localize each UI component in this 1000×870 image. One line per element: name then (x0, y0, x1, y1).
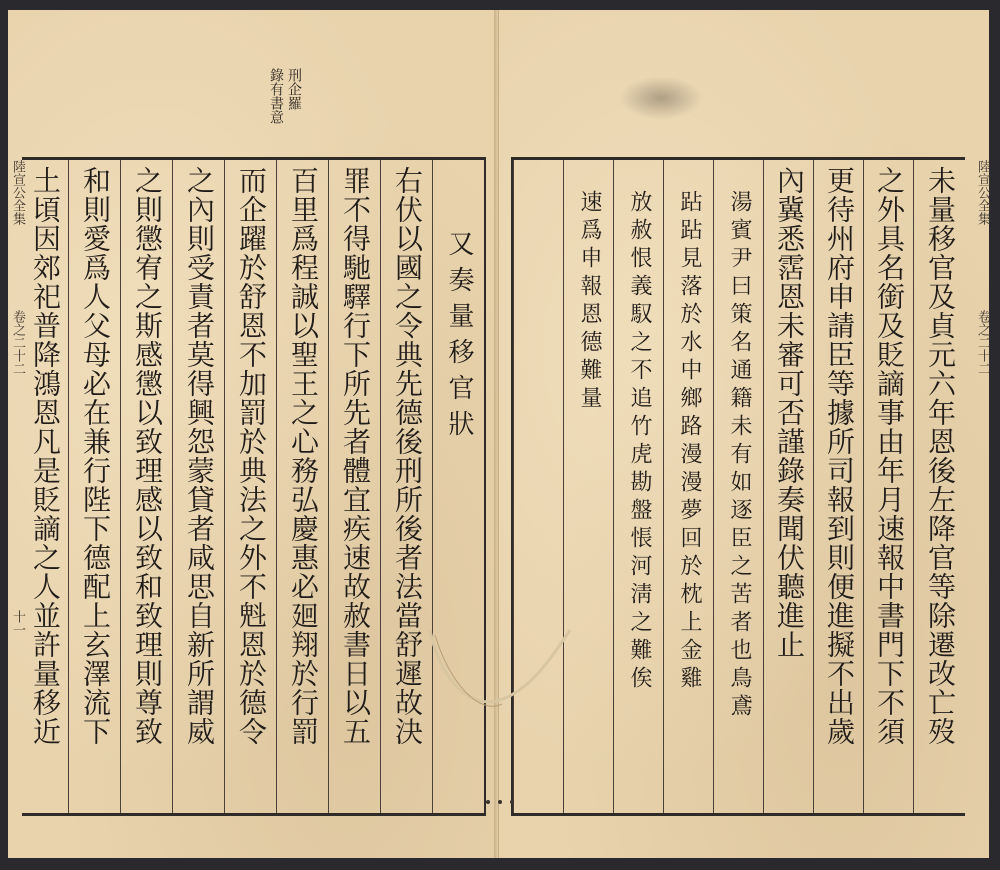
right-page (498, 10, 989, 858)
text-column (863, 160, 914, 813)
margin-note-line-2: 錄有書意 (268, 68, 284, 124)
edge-mark: 十一 (10, 610, 25, 636)
binding-thread-icon (420, 600, 580, 730)
text-line: 內冀悉霑恩未審可否謹錄奏聞伏聽進止 (773, 166, 806, 659)
ink-stain (619, 76, 703, 120)
commentary-line: 跕跕見落於水中鄉路漫漫夢回於枕上金雞 (677, 190, 702, 694)
edge-mark: 卷之二十二 (975, 310, 990, 375)
text-line: 未量移官及貞元六年恩後左降官等除遷改亡歿 (924, 166, 957, 746)
margin-note-line-1: 刑企羅 (286, 68, 302, 110)
edge-mark: 卷之二十二 (10, 310, 25, 375)
text-line: 罪不得馳驛行下所先者體宜疾速故赦書日以五 (339, 166, 372, 746)
text-column (68, 160, 121, 813)
binding-hole (498, 800, 502, 804)
binding-hole (486, 800, 490, 804)
left-page (8, 10, 497, 858)
text-column (913, 160, 966, 813)
text-line: 右伏以國之令典先德後刑所後者法當舒遲故決 (391, 166, 424, 746)
text-column (276, 160, 329, 813)
commentary-line: 放赦恨義馭之不追竹虎勘盤悵河淸之難俟 (627, 190, 652, 694)
commentary-column (713, 160, 764, 813)
text-column (22, 160, 68, 813)
margin-note (286, 68, 302, 110)
text-column (224, 160, 277, 813)
text-line: 和則愛爲人父母必在兼行陛下德配上玄澤流下 (79, 166, 112, 746)
text-line: 而企躍於舒恩不加罰於典法之外不𣁽恩於德令 (235, 166, 268, 746)
binding-hole (510, 800, 514, 804)
commentary-line: 湯賓尹曰策名通籍未有如逐臣之苦者也鳥鳶 (727, 190, 752, 722)
text-column (763, 160, 814, 813)
text-line: 土頃因郊祀普降鴻恩凡是貶謫之人並許量移近 (29, 166, 62, 746)
edge-mark: 陸宣公全集 (975, 160, 990, 225)
text-column (172, 160, 225, 813)
text-line: 之內則受責者莫得興怨蒙貸者咸思自新所謂威 (183, 166, 216, 746)
commentary-column (663, 160, 714, 813)
text-column (328, 160, 381, 813)
commentary-column (613, 160, 664, 813)
commentary-line: 速爲申報恩德難量 (577, 190, 602, 414)
text-column (120, 160, 173, 813)
text-line: 之則懲宥之斯感懲以致理感以致和致理則尊致 (131, 166, 164, 746)
left-text-frame (22, 157, 486, 816)
edge-mark: 陸宣公全集 (10, 160, 25, 225)
text-line: 之外具名銜及貶謫事由年月速報中書門下不須 (873, 166, 906, 746)
text-line: 百里爲程誠以聖王之心務弘慶惠必廻翔於行罰 (287, 166, 320, 746)
margin-note-2 (268, 68, 284, 124)
memorial-title: 又奏量移官狀 (444, 230, 474, 446)
text-line: 更待州府申請臣等據所司報到則便進擬不出歲 (823, 166, 856, 746)
text-column (813, 160, 864, 813)
